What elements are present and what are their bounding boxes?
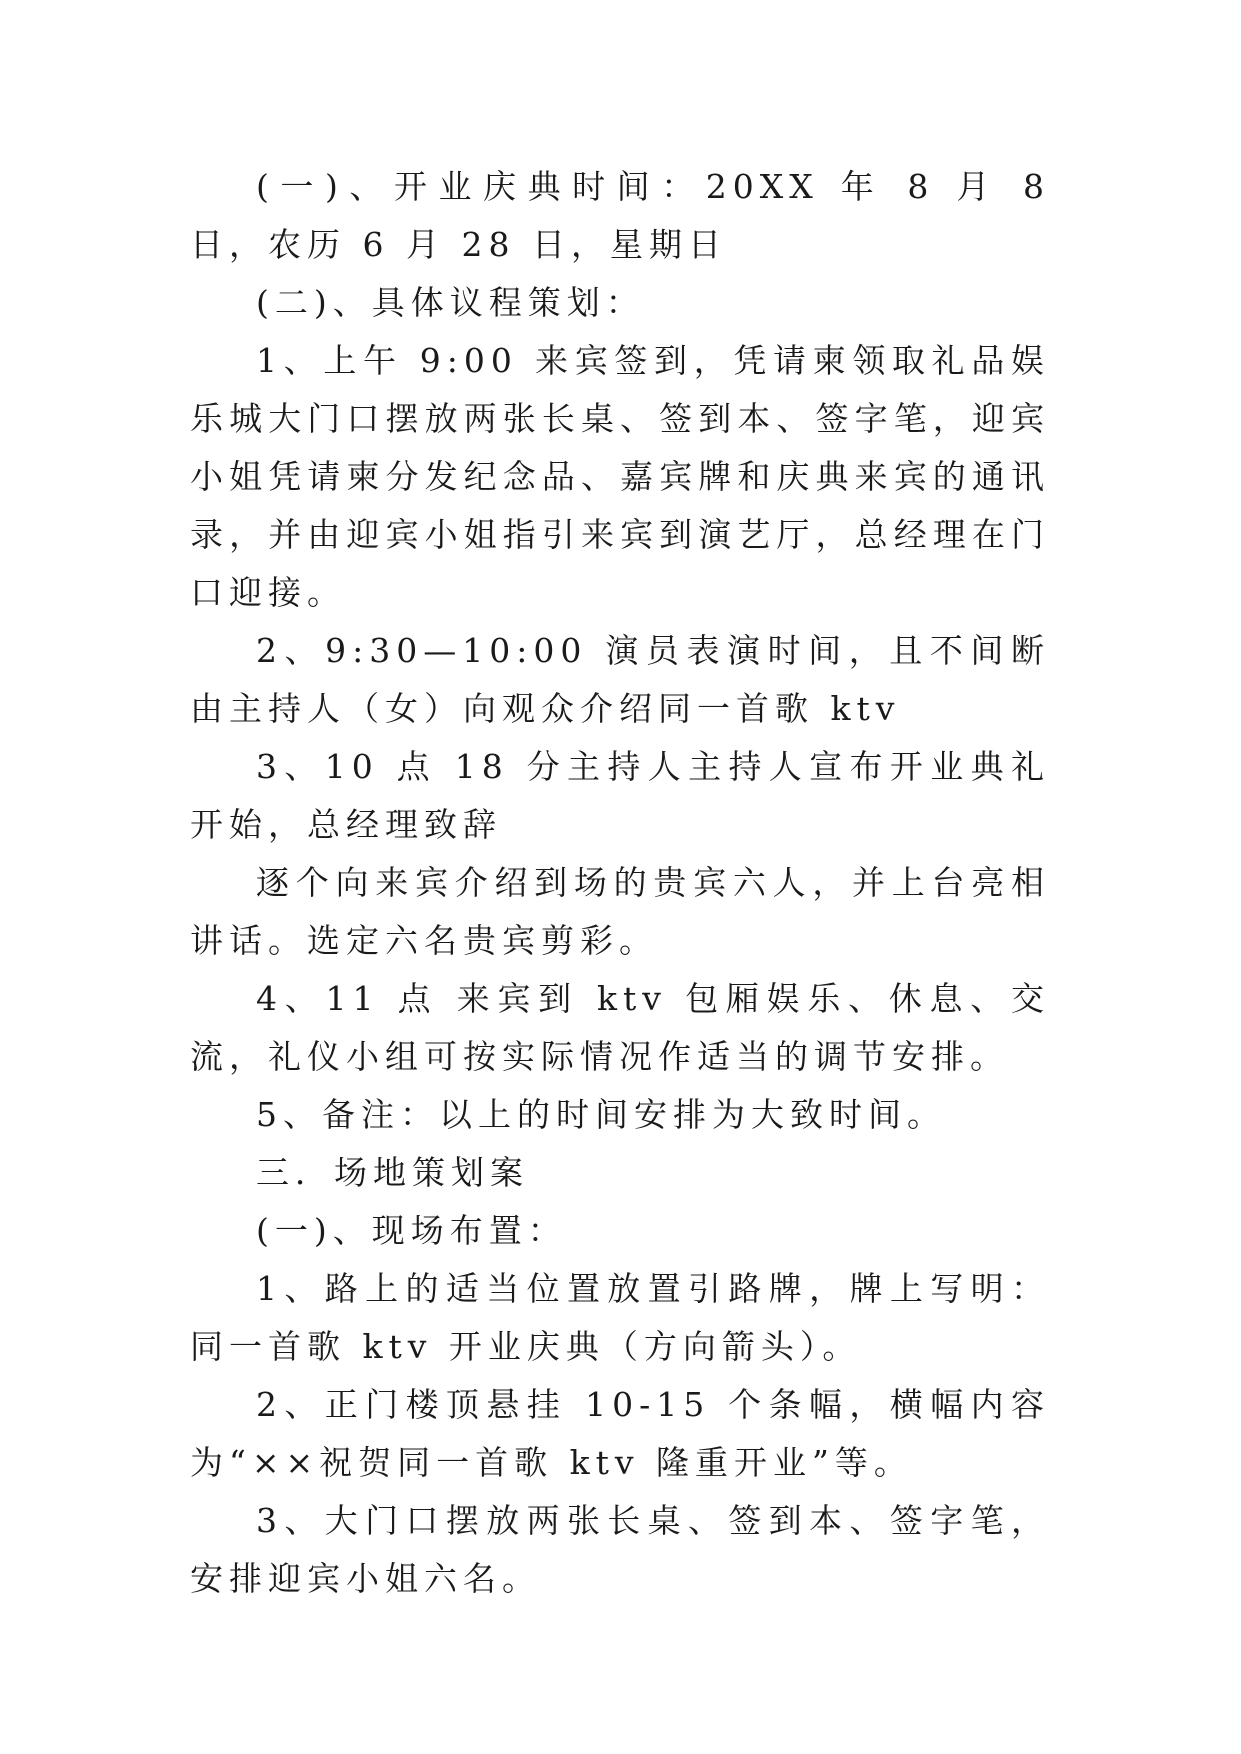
paragraph-layout-item-1: 1、路上的适当位置放置引路牌，牌上写明：同一首歌 ktv 开业庆典（方向箭头）。 [190, 1269, 1050, 1366]
paragraph-agenda-item-1: 1、上午 9:00 来宾签到，凭请柬领取礼品娱乐城大门口摆放两张长桌、签到本、签字笔，迎宾小姐凭请柬分发纪念品、嘉宾牌和庆典来宾的通讯录，并由迎宾小姐指引来宾到演艺厅，总经理在门口迎接。 [190, 341, 1050, 612]
paragraph-agenda-item-2: 2、9:30—10:00 演员表演时间，且不间断由主持人（女）向观众介绍同一首歌 ktv [190, 631, 1050, 728]
paragraph-guest-introduction: 逐个向来宾介绍到场的贵宾六人，并上台亮相讲话。选定六名贵宾剪彩。 [190, 863, 1050, 960]
document-body [190, 158, 1050, 1608]
paragraph-layout-item-3: 3、大门口摆放两张长桌、签到本、签字笔，安排迎宾小姐六名。 [190, 1501, 1050, 1598]
paragraph-venue-heading: 三．场地策划案 [256, 1153, 529, 1192]
paragraph-agenda-heading: (二)、具体议程策划： [256, 283, 645, 322]
paragraph-agenda-item-4: 4、11 点 来宾到 ktv 包厢娱乐、休息、交流，礼仪小组可按实际情况作适当的调节安排。 [190, 979, 1050, 1076]
paragraph-layout-heading: (一)、现场布置： [256, 1211, 567, 1250]
paragraph-agenda-item-3: 3、10 点 18 分主持人主持人宣布开业典礼开始，总经理致辞 [190, 747, 1050, 844]
paragraph-opening-time: (一)、开业庆典时间：20XX 年 8 月 8 日，农历 6 月 28 日，星期日 [190, 167, 1050, 264]
paragraph-agenda-note: 5、备注：以上的时间安排为大致时间。 [256, 1095, 946, 1134]
paragraph-layout-item-2: 2、正门楼顶悬挂 10-15 个条幅，横幅内容为“××祝贺同一首歌 ktv 隆重开业”等。 [190, 1385, 1050, 1482]
